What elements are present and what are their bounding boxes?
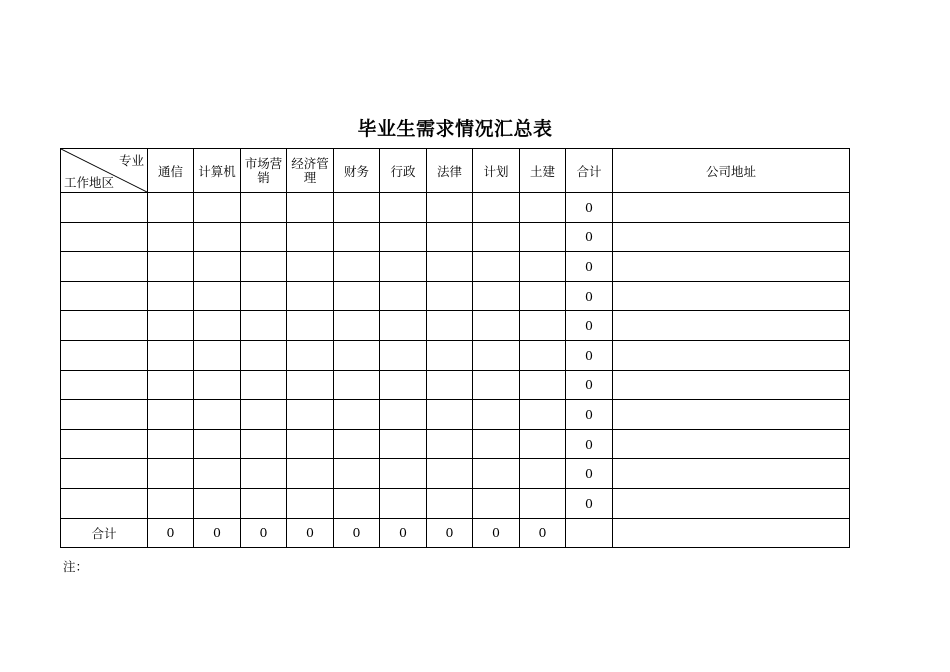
column-total-cell: 0 — [148, 518, 194, 548]
region-cell — [61, 340, 148, 370]
column-header: 计划 — [473, 149, 520, 193]
table-row — [61, 400, 850, 430]
value-cell — [520, 340, 566, 370]
column-total-cell: 0 — [380, 518, 427, 548]
value-cell — [287, 222, 334, 252]
value-cell — [473, 488, 520, 518]
column-total-cell: 0 — [334, 518, 380, 548]
value-cell — [194, 311, 241, 341]
value-cell — [194, 252, 241, 282]
row-total-cell: 0 — [566, 429, 613, 459]
region-cell — [61, 311, 148, 341]
value-cell — [380, 459, 427, 489]
header-major-label: 专业 — [118, 153, 144, 168]
region-cell — [61, 193, 148, 223]
column-total-cell: 0 — [287, 518, 334, 548]
value-cell — [148, 252, 194, 282]
column-header: 法律 — [427, 149, 473, 193]
region-cell — [61, 459, 148, 489]
value-cell — [334, 193, 380, 223]
value-cell — [241, 400, 287, 430]
header-region-label: 工作地区 — [64, 175, 115, 190]
value-cell — [241, 311, 287, 341]
value-cell — [427, 429, 473, 459]
table-body — [61, 193, 850, 548]
value-cell — [334, 459, 380, 489]
value-cell — [427, 488, 473, 518]
value-cell — [380, 252, 427, 282]
value-cell — [520, 252, 566, 282]
value-cell — [427, 459, 473, 489]
row-total-cell: 0 — [566, 400, 613, 430]
value-cell — [241, 222, 287, 252]
row-total-cell: 0 — [566, 340, 613, 370]
table-row — [61, 252, 850, 282]
value-cell — [287, 340, 334, 370]
total-row — [61, 518, 850, 548]
value-cell — [427, 370, 473, 400]
address-cell — [613, 518, 850, 548]
address-cell — [613, 400, 850, 430]
value-cell — [473, 459, 520, 489]
table-row — [61, 281, 850, 311]
column-total-cell: 0 — [427, 518, 473, 548]
table-row — [61, 340, 850, 370]
table-row — [61, 222, 850, 252]
column-header: 合计 — [566, 149, 613, 193]
address-cell — [613, 429, 850, 459]
value-cell — [520, 488, 566, 518]
value-cell — [194, 459, 241, 489]
table-row — [61, 370, 850, 400]
value-cell — [334, 340, 380, 370]
value-cell — [334, 488, 380, 518]
row-total-cell: 0 — [566, 311, 613, 341]
value-cell — [194, 193, 241, 223]
column-total-cell: 0 — [520, 518, 566, 548]
diagonal-header-cell — [61, 149, 148, 193]
column-header: 通信 — [148, 149, 194, 193]
column-header: 土建 — [520, 149, 566, 193]
address-cell — [613, 488, 850, 518]
address-cell — [613, 311, 850, 341]
value-cell — [241, 193, 287, 223]
value-cell — [380, 488, 427, 518]
grand-total-cell — [566, 518, 613, 548]
value-cell — [287, 400, 334, 430]
value-cell — [287, 311, 334, 341]
value-cell — [520, 459, 566, 489]
value-cell — [241, 429, 287, 459]
address-cell — [613, 222, 850, 252]
value-cell — [241, 252, 287, 282]
value-cell — [287, 488, 334, 518]
value-cell — [427, 193, 473, 223]
table-row — [61, 459, 850, 489]
value-cell — [148, 193, 194, 223]
value-cell — [194, 488, 241, 518]
note-label: 注： — [63, 559, 89, 574]
column-header — [241, 149, 287, 193]
column-total-cell: 0 — [194, 518, 241, 548]
address-cell — [613, 459, 850, 489]
value-cell — [380, 370, 427, 400]
value-cell — [287, 429, 334, 459]
value-cell — [520, 370, 566, 400]
value-cell — [380, 429, 427, 459]
value-cell — [287, 459, 334, 489]
value-cell — [241, 340, 287, 370]
column-total-cell: 0 — [241, 518, 287, 548]
value-cell — [194, 340, 241, 370]
summary-table — [60, 148, 850, 548]
column-header: 行政 — [380, 149, 427, 193]
region-cell — [61, 281, 148, 311]
address-cell — [613, 193, 850, 223]
value-cell — [427, 311, 473, 341]
row-total-cell: 0 — [566, 252, 613, 282]
value-cell — [194, 281, 241, 311]
total-label-cell: 合计 — [61, 518, 148, 548]
address-cell — [613, 370, 850, 400]
column-total-cell: 0 — [473, 518, 520, 548]
value-cell — [473, 340, 520, 370]
value-cell — [334, 222, 380, 252]
value-cell — [287, 281, 334, 311]
table-row — [61, 429, 850, 459]
value-cell — [380, 340, 427, 370]
value-cell — [473, 429, 520, 459]
value-cell — [380, 400, 427, 430]
value-cell — [148, 222, 194, 252]
region-cell — [61, 488, 148, 518]
value-cell — [241, 459, 287, 489]
page-title: 毕业生需求情况汇总表 — [357, 118, 553, 140]
address-cell — [613, 340, 850, 370]
value-cell — [148, 400, 194, 430]
column-header — [287, 149, 334, 193]
column-header: 公司地址 — [613, 149, 850, 193]
value-cell — [194, 222, 241, 252]
row-total-cell: 0 — [566, 281, 613, 311]
column-header-label: 市场营销 — [244, 155, 283, 185]
value-cell — [287, 252, 334, 282]
value-cell — [194, 370, 241, 400]
value-cell — [427, 222, 473, 252]
region-cell — [61, 222, 148, 252]
table-row — [61, 488, 850, 518]
region-cell — [61, 252, 148, 282]
value-cell — [473, 193, 520, 223]
row-total-cell: 0 — [566, 459, 613, 489]
value-cell — [287, 193, 334, 223]
value-cell — [520, 281, 566, 311]
value-cell — [148, 459, 194, 489]
value-cell — [194, 429, 241, 459]
value-cell — [380, 193, 427, 223]
value-cell — [520, 222, 566, 252]
value-cell — [520, 429, 566, 459]
value-cell — [334, 281, 380, 311]
value-cell — [380, 281, 427, 311]
value-cell — [334, 429, 380, 459]
address-cell — [613, 252, 850, 282]
table-header-row — [61, 149, 850, 193]
value-cell — [427, 252, 473, 282]
column-header: 财务 — [334, 149, 380, 193]
row-total-cell: 0 — [566, 222, 613, 252]
value-cell — [148, 370, 194, 400]
table-row — [61, 311, 850, 341]
column-header: 计算机 — [194, 149, 241, 193]
value-cell — [473, 311, 520, 341]
value-cell — [148, 488, 194, 518]
value-cell — [427, 340, 473, 370]
region-cell — [61, 429, 148, 459]
value-cell — [334, 370, 380, 400]
value-cell — [473, 222, 520, 252]
value-cell — [148, 281, 194, 311]
value-cell — [241, 370, 287, 400]
value-cell — [380, 311, 427, 341]
row-total-cell: 0 — [566, 370, 613, 400]
value-cell — [473, 281, 520, 311]
region-cell — [61, 370, 148, 400]
row-total-cell: 0 — [566, 193, 613, 223]
region-cell — [61, 400, 148, 430]
value-cell — [287, 370, 334, 400]
value-cell — [148, 311, 194, 341]
row-total-cell: 0 — [566, 488, 613, 518]
value-cell — [241, 488, 287, 518]
value-cell — [473, 400, 520, 430]
value-cell — [148, 340, 194, 370]
table-row — [61, 193, 850, 223]
value-cell — [334, 311, 380, 341]
value-cell — [194, 400, 241, 430]
address-cell — [613, 281, 850, 311]
value-cell — [334, 252, 380, 282]
value-cell — [473, 252, 520, 282]
value-cell — [520, 400, 566, 430]
value-cell — [427, 400, 473, 430]
value-cell — [520, 311, 566, 341]
value-cell — [380, 222, 427, 252]
value-cell — [334, 400, 380, 430]
value-cell — [427, 281, 473, 311]
column-header-label: 经济管理 — [291, 155, 329, 185]
value-cell — [148, 429, 194, 459]
value-cell — [241, 281, 287, 311]
value-cell — [520, 193, 566, 223]
value-cell — [473, 370, 520, 400]
